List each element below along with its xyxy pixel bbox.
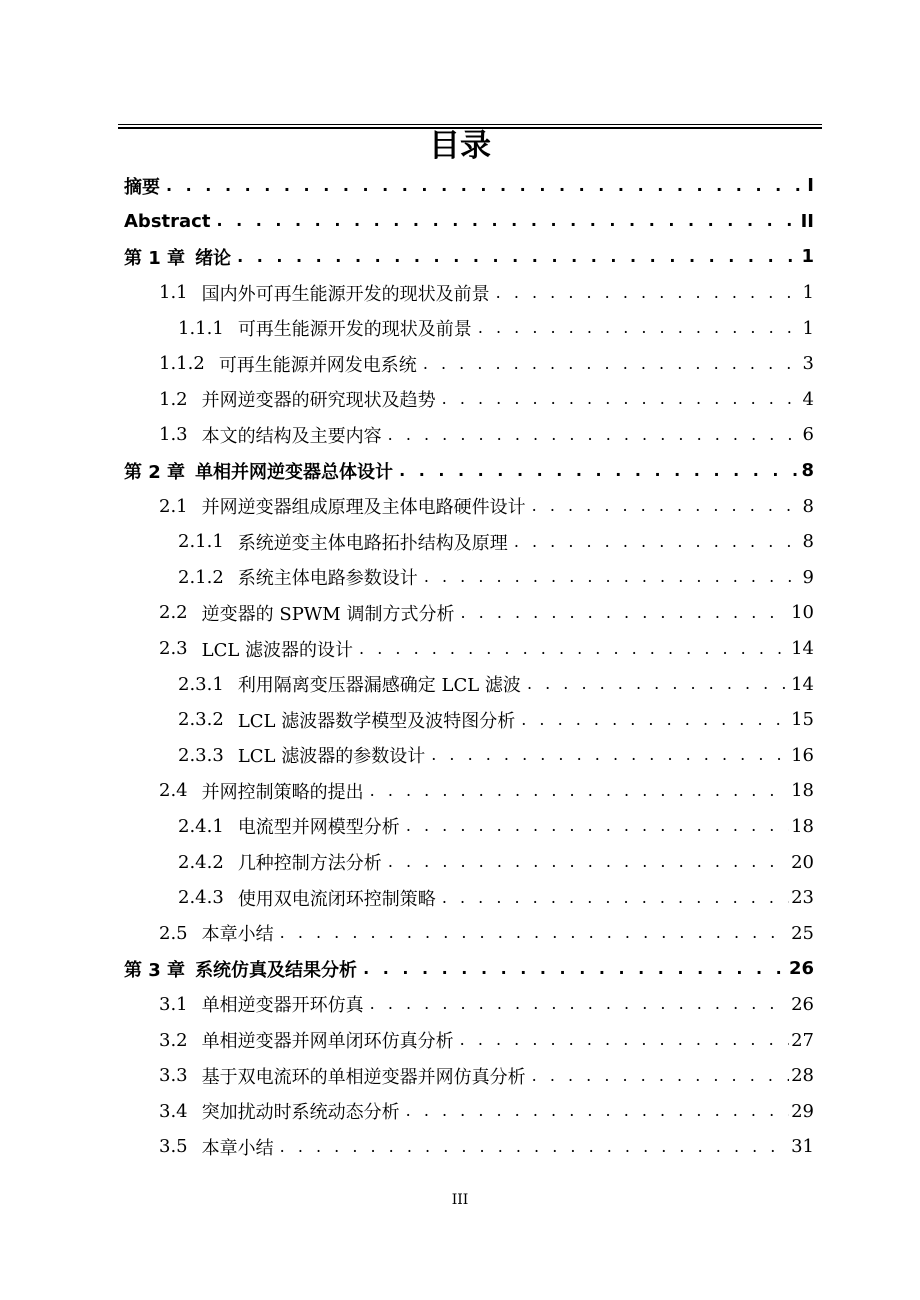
toc-entry-page: 25 <box>791 922 814 944</box>
toc-entry-page: 9 <box>802 566 814 588</box>
toc-entry-label: 逆变器的 SPWM 调制方式分析 <box>201 603 455 625</box>
toc-entry-number: 3.4 <box>159 1100 188 1122</box>
toc-entry[interactable] <box>124 631 814 667</box>
toc-entry-label: 绪论 <box>195 247 232 269</box>
toc-entry[interactable] <box>124 560 814 596</box>
toc-entry[interactable] <box>124 382 814 418</box>
toc-leader-dots <box>442 391 801 407</box>
toc-entry-label: 基于双电流环的单相逆变器并网仿真分析 <box>201 1066 526 1088</box>
toc-entry-label: 利用隔离变压器漏感确定 LCL 滤波 <box>237 675 521 697</box>
toc-entry[interactable] <box>124 346 814 382</box>
toc-entry[interactable] <box>124 773 814 809</box>
toc-entry-page: II <box>800 210 814 232</box>
toc-entry[interactable] <box>124 844 814 880</box>
header-rule <box>118 124 822 125</box>
toc-entry-number: 2.4.2 <box>178 851 224 873</box>
toc-leader-dots <box>532 1068 789 1084</box>
toc-entry-label: 可再生能源开发的现状及前景 <box>237 319 472 341</box>
toc-entry-number: 3.2 <box>159 1029 188 1051</box>
toc-entry[interactable] <box>124 880 814 916</box>
toc-entry[interactable] <box>124 453 814 489</box>
toc-entry-label: 使用双电流闭环控制策略 <box>237 888 436 910</box>
toc-entry-page: 14 <box>791 638 814 660</box>
toc-leader-dots <box>424 569 801 585</box>
toc-entry-label: 系统仿真及结果分析 <box>195 959 358 981</box>
toc-leader-dots <box>478 320 801 336</box>
toc-entry[interactable] <box>124 239 814 275</box>
toc-entry-number: 1.1.1 <box>178 317 224 339</box>
toc-leader-dots <box>388 854 789 870</box>
toc-leader-dots <box>359 641 789 657</box>
toc-entry[interactable] <box>124 1058 814 1094</box>
toc-entry-number: 2.3 <box>159 638 188 660</box>
toc-entry-number: 2.3.3 <box>178 744 224 766</box>
toc-leader-dots <box>532 498 801 514</box>
toc-leader-dots <box>460 1032 789 1048</box>
page-number: III <box>451 1192 469 1208</box>
toc-entry-page: 26 <box>788 958 814 980</box>
toc-entry-page: 10 <box>791 602 814 624</box>
toc-entry-label: Abstract <box>124 210 211 232</box>
toc-entry-label: 突加扰动时系统动态分析 <box>201 1102 400 1124</box>
toc-entry-number: 2.1.1 <box>178 531 224 553</box>
toc-leader-dots <box>370 783 789 799</box>
toc-entry-number: 第 2 章 <box>124 461 186 483</box>
toc-entry-page: I <box>807 175 814 197</box>
page-title: 目录 <box>429 128 491 164</box>
toc-entry-number: 2.1.2 <box>178 566 224 588</box>
toc-entry-number: 第 1 章 <box>124 247 186 269</box>
toc-entry-label: 可再生能源并网发电系统 <box>218 354 417 376</box>
toc-entry[interactable] <box>124 915 814 951</box>
toc-entry[interactable] <box>124 275 814 311</box>
toc-leader-dots <box>388 427 801 443</box>
toc-entry[interactable] <box>124 595 814 631</box>
toc-leader-dots <box>280 1139 789 1155</box>
toc-entry-label: LCL 滤波器的参数设计 <box>237 746 426 768</box>
toc-entry-label: 本文的结构及主要内容 <box>201 425 382 447</box>
toc-entry[interactable] <box>124 168 814 204</box>
toc-entry-page: 3 <box>802 353 814 375</box>
toc-leader-dots <box>431 747 789 763</box>
toc-leader-dots <box>527 676 789 692</box>
toc-leader-dots <box>423 356 801 372</box>
toc-leader-dots <box>514 534 801 550</box>
toc-entry-number: 2.2 <box>159 602 188 624</box>
toc-entry[interactable] <box>124 702 814 738</box>
toc-entry[interactable] <box>124 524 814 560</box>
toc-entry[interactable] <box>124 987 814 1023</box>
toc-entry-label: 摘要 <box>124 176 160 198</box>
toc-entry-number: 3.3 <box>159 1065 188 1087</box>
toc-entry-label: 单相逆变器并网单闭环仿真分析 <box>201 1031 454 1053</box>
toc-entry[interactable] <box>124 488 814 524</box>
toc-entry-page: 16 <box>791 744 814 766</box>
toc-entry-number: 2.1 <box>159 495 188 517</box>
toc-entry-label: 单相逆变器开环仿真 <box>201 995 364 1017</box>
toc-entry-label: 本章小结 <box>201 1137 274 1159</box>
toc-leader-dots <box>370 996 789 1012</box>
toc-entry-label: 并网逆变器组成原理及主体电路硬件设计 <box>201 497 526 519</box>
toc-entry-label: 电流型并网模型分析 <box>237 817 400 839</box>
toc-entry-number: 2.3.1 <box>178 673 224 695</box>
toc-entry-label: 系统主体电路参数设计 <box>237 568 418 590</box>
toc-entry-number: 1.1 <box>159 282 188 304</box>
toc-entry-page: 8 <box>801 460 814 482</box>
toc-entry-label: 几种控制方法分析 <box>237 853 382 875</box>
toc-entry-page: 1 <box>802 282 814 304</box>
toc-entry[interactable] <box>124 1022 814 1058</box>
toc-entry-number: 3.5 <box>159 1136 188 1158</box>
toc-entry[interactable] <box>124 204 814 240</box>
toc-entry-page: 18 <box>791 815 814 837</box>
toc-leader-dots <box>496 285 801 301</box>
toc-entry-number: 1.2 <box>159 388 188 410</box>
toc-leader-dots <box>237 249 799 265</box>
toc-entry-page: 8 <box>802 531 814 553</box>
toc-leader-dots <box>363 961 787 977</box>
toc-entry-label: LCL 滤波器的设计 <box>201 639 354 661</box>
toc-leader-dots <box>166 178 805 194</box>
toc-entry-page: 27 <box>791 1029 814 1051</box>
toc-entry[interactable] <box>124 1093 814 1129</box>
toc-entry-label: 单相并网逆变器总体设计 <box>195 461 394 483</box>
toc-entry-page: 14 <box>791 673 814 695</box>
toc-leader-dots <box>216 213 798 229</box>
toc-leader-dots <box>442 890 789 906</box>
toc-entry-page: 23 <box>791 887 814 909</box>
toc-leader-dots <box>521 712 789 728</box>
toc-entry-number: 2.4.3 <box>178 887 224 909</box>
toc-entry-number: 2.4 <box>159 780 188 802</box>
toc-entry-number: 2.3.2 <box>178 709 224 731</box>
toc-entry-number: 2.4.1 <box>178 815 224 837</box>
toc-entry-page: 26 <box>791 993 814 1015</box>
toc-entry-page: 20 <box>791 851 814 873</box>
toc-entry-page: 29 <box>791 1100 814 1122</box>
toc-entry-label: 并网控制策略的提出 <box>201 781 364 803</box>
toc-leader-dots <box>406 818 789 834</box>
toc-entry[interactable] <box>124 1129 814 1165</box>
toc-entry[interactable] <box>124 738 814 774</box>
toc-entry-number: 2.5 <box>159 922 188 944</box>
toc-leader-dots <box>406 1103 789 1119</box>
toc-entry-number: 第 3 章 <box>124 959 186 981</box>
toc-entry[interactable] <box>124 310 814 346</box>
toc-entry-page: 6 <box>802 424 814 446</box>
toc-entry-page: 28 <box>791 1065 814 1087</box>
toc-leader-dots <box>460 605 789 621</box>
toc-entry-page: 15 <box>791 709 814 731</box>
toc-entry-page: 31 <box>791 1136 814 1158</box>
toc-entry-label: 本章小结 <box>201 924 274 946</box>
toc-leader-dots <box>399 463 799 479</box>
toc-entry-page: 8 <box>802 495 814 517</box>
toc-leader-dots <box>280 925 789 941</box>
toc-entry[interactable] <box>124 417 814 453</box>
toc-entry-page: 1 <box>802 317 814 339</box>
toc-entry-number: 1.3 <box>159 424 188 446</box>
toc-entry-label: 国内外可再生能源开发的现状及前景 <box>201 283 490 305</box>
toc-entry[interactable] <box>124 666 814 702</box>
toc-entry-label: 并网逆变器的研究现状及趋势 <box>201 390 436 412</box>
toc-entry-page: 1 <box>801 246 814 268</box>
toc-entry-page: 4 <box>802 388 814 410</box>
toc-entry-page: 18 <box>791 780 814 802</box>
toc-entry-label: 系统逆变主体电路拓扑结构及原理 <box>237 532 508 554</box>
toc-entry-number: 3.1 <box>159 993 188 1015</box>
toc-entry-label: LCL 滤波器数学模型及波特图分析 <box>237 710 516 732</box>
toc-entry-number: 1.1.2 <box>159 353 205 375</box>
table-of-contents <box>124 168 814 1165</box>
toc-entry[interactable] <box>124 951 814 987</box>
toc-entry[interactable] <box>124 809 814 845</box>
